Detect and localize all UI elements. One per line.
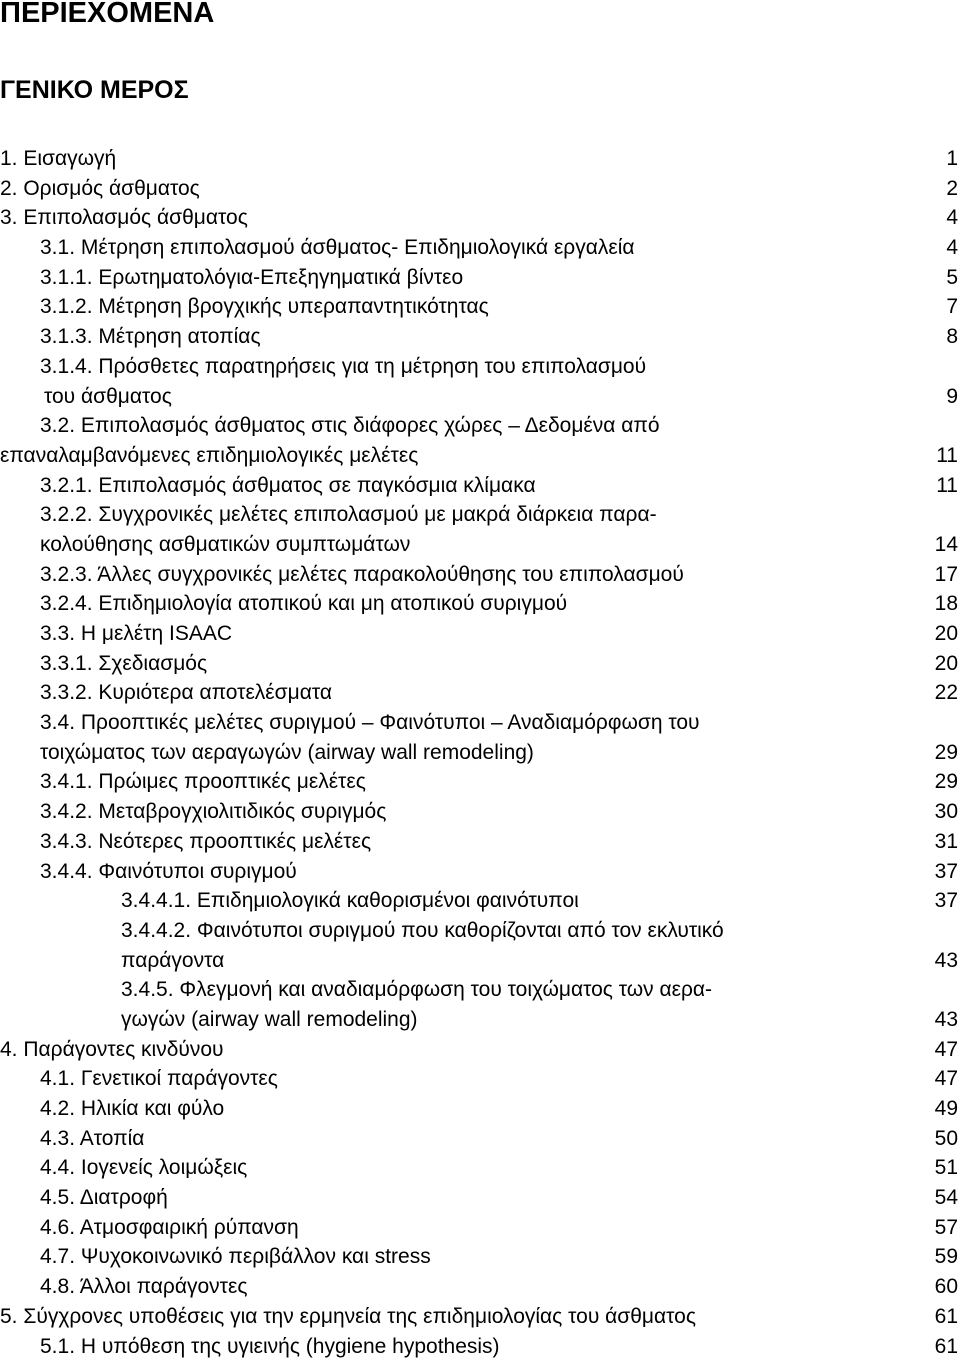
toc-entry xyxy=(0,886,960,916)
toc-page-number: 61 xyxy=(934,1334,958,1358)
toc-entry xyxy=(0,1064,960,1094)
toc-entry-title: 3.4.2. Μεταβρογχιολιτιδικός συριγμός xyxy=(40,800,387,824)
toc-entry-title: 3.4.4.1. Επιδημιολογικά καθορισμένοι φαινότυποι xyxy=(121,889,579,913)
toc-page-number: 2 xyxy=(946,176,958,200)
toc-entry xyxy=(0,441,960,471)
toc-entry xyxy=(0,738,960,768)
toc-page-number: 22 xyxy=(934,681,958,705)
toc-entry xyxy=(0,382,960,412)
toc-entry-title: 5. Σύγχρονες υποθέσεις για την ερμηνεία της επιδημιολογίας του άσθματος xyxy=(0,1304,696,1328)
toc-entry xyxy=(0,678,960,708)
toc-page-number: 7 xyxy=(946,295,958,319)
toc-page-number: 47 xyxy=(934,1037,958,1061)
toc-entry-title: 1. Εισαγωγή xyxy=(0,147,117,170)
toc-page-number: 20 xyxy=(934,651,958,675)
toc-entry xyxy=(0,233,960,263)
toc-page-number: 30 xyxy=(934,800,958,824)
toc-entry-title: 3.2.2. Συγχρονικές μελέτες επιπολασμού με μακρά διάρκεια παρα- xyxy=(40,503,657,527)
toc-entry xyxy=(0,1005,960,1035)
toc-entry-title: 3.1.3. Μέτρηση ατοπίας xyxy=(40,325,261,349)
page-title: ΠΕΡΙΕΧΟΜΕΝΑ xyxy=(0,0,215,29)
toc-page-number: 43 xyxy=(934,948,958,972)
toc-page-number: 4 xyxy=(946,206,958,230)
toc-entry xyxy=(0,916,960,946)
toc-entry-title: 4. Παράγοντες κινδύνου xyxy=(0,1037,224,1061)
toc-entry xyxy=(0,530,960,560)
toc-entry xyxy=(0,203,960,233)
toc-entry-title: 3.2.3. Άλλες συγχρονικές μελέτες παρακολούθησης του επιπολασμού xyxy=(40,562,684,586)
toc-entry-title: κολούθησης ασθματικών συμπτωμάτων xyxy=(40,532,411,556)
toc-entry-title: 4.3. Ατοπία xyxy=(40,1126,145,1150)
toc-entry xyxy=(0,1332,960,1362)
toc-entry xyxy=(0,827,960,857)
toc-page-number: 43 xyxy=(934,1007,958,1031)
toc-page-number: 47 xyxy=(934,1067,958,1091)
toc-entry-title: 3.4.5. Φλεγμονή και αναδιαμόρφωση του τοιχώματος των αερα- xyxy=(121,978,713,1002)
toc-entry-title: 3. Επιπολασμός άσθματος xyxy=(0,206,248,230)
toc-page-number: 1 xyxy=(946,147,958,170)
toc-entry-title: τοιχώματος των αεραγωγών (airway wall remodeling) xyxy=(40,740,534,764)
toc-entry xyxy=(0,767,960,797)
toc-entry-title: 3.4.4. Φαινότυποι συριγμού xyxy=(40,859,297,883)
toc-entry-title: 4.7. Ψυχοκοινωνικό περιβάλλον και stress xyxy=(40,1245,431,1269)
toc-page-number: 29 xyxy=(934,740,958,764)
toc-entry-title: 3.4.1. Πρώιμες προοπτικές μελέτες xyxy=(40,770,366,794)
toc-entry xyxy=(0,1302,960,1332)
toc-page-number: 31 xyxy=(934,829,958,853)
toc-entry xyxy=(0,263,960,293)
toc-page-number: 11 xyxy=(936,473,958,497)
toc-page-number: 17 xyxy=(934,562,958,586)
toc-entry-title: 3.1.1. Ερωτηματολόγια-Επεξηγηματικά βίντεο xyxy=(40,265,464,289)
toc-entry xyxy=(0,560,960,590)
toc-entry-title: παράγοντα xyxy=(121,948,225,972)
toc-entry-title: 3.4.4.2. Φαινότυποι συριγμού που καθορίζονται από τον εκλυτικό xyxy=(121,918,724,942)
toc-entry xyxy=(0,857,960,887)
toc-entry xyxy=(0,411,960,441)
toc-page-number: 4 xyxy=(946,236,958,260)
toc-entry xyxy=(0,797,960,827)
toc-page-number: 5 xyxy=(946,265,958,289)
toc-page-number: 60 xyxy=(934,1275,958,1299)
toc-entry-title: επαναλαμβανόμενες επιδημιολογικές μελέτες xyxy=(0,443,419,467)
toc-entry-title: 4.8. Άλλοι παράγοντες xyxy=(40,1275,248,1299)
toc-page-number: 61 xyxy=(934,1304,958,1328)
toc-entry xyxy=(0,1035,960,1065)
toc-entry-title: 4.6. Ατμοσφαιρική ρύπανση xyxy=(40,1215,299,1239)
toc-entry-title: γωγών (airway wall remodeling) xyxy=(121,1007,418,1031)
toc-entry xyxy=(0,1124,960,1154)
toc-entry xyxy=(0,1183,960,1213)
toc-page-number: 20 xyxy=(934,622,958,645)
toc-page-number: 54 xyxy=(934,1186,958,1210)
toc-entry xyxy=(0,144,960,174)
toc-entry xyxy=(0,975,960,1005)
toc-entry-title: του άσθματος xyxy=(44,384,172,408)
section-heading: ΓΕΝΙΚΟ ΜΕΡΟΣ xyxy=(0,76,189,104)
toc-entry-title: 3.3.1. Σχεδιασμός xyxy=(40,651,208,675)
toc-entry xyxy=(0,619,960,649)
toc-page-number: 8 xyxy=(946,325,958,349)
toc-page-number: 14 xyxy=(934,532,958,556)
toc-entry xyxy=(0,500,960,530)
toc-entry xyxy=(0,174,960,204)
toc-page-number: 11 xyxy=(936,443,958,467)
toc-page-number: 9 xyxy=(946,384,958,408)
toc-page-number: 57 xyxy=(934,1215,958,1239)
toc-entry-title: 3.4.3. Νεότερες προοπτικές μελέτες xyxy=(40,829,372,853)
toc-page-number: 59 xyxy=(934,1245,958,1269)
toc-entry-title: 4.5. Διατροφή xyxy=(40,1186,168,1210)
toc-entry-title: 3.1.4. Πρόσθετες παρατηρήσεις για τη μέτρηση του επιπολασμού xyxy=(40,354,647,378)
toc-entry xyxy=(0,1213,960,1243)
toc-entry-title: 3.1. Μέτρηση επιπολασμού άσθματος- Επιδημιολογικά εργαλεία xyxy=(40,236,635,260)
toc-entry-title: 5.1. Η υπόθεση της υγιεινής (hygiene hypothesis) xyxy=(40,1334,500,1358)
toc-entry-title: 3.1.2. Μέτρηση βρογχικής υπεραπαντητικότητας xyxy=(40,295,489,319)
toc-entry-title: 4.4. Ιογενείς λοιμώξεις xyxy=(40,1156,248,1180)
toc-entry xyxy=(0,471,960,501)
toc-entry xyxy=(0,708,960,738)
toc-entry xyxy=(0,589,960,619)
toc-entry xyxy=(0,352,960,382)
toc-entry-title: 2. Ορισμός άσθματος xyxy=(0,176,200,200)
toc-entry-title: 3.2.4. Επιδημιολογία ατοπικού και μη ατοπικού συριγμού xyxy=(40,592,568,616)
toc-entry-title: 3.2. Επιπολασμός άσθματος στις διάφορες χώρες – Δεδομένα από xyxy=(40,414,660,438)
toc-page-number: 29 xyxy=(934,770,958,794)
toc-page-number: 37 xyxy=(934,859,958,883)
toc-entry-title: 4.2. Ηλικία και φύλο xyxy=(40,1097,225,1120)
toc-entry-title: 3.3. Η μελέτη ISAAC xyxy=(40,622,233,645)
toc-page-number: 37 xyxy=(934,889,958,913)
toc-entry xyxy=(0,649,960,679)
toc-page-number: 18 xyxy=(934,592,958,616)
toc-entry xyxy=(0,1153,960,1183)
toc-entry xyxy=(0,1272,960,1302)
toc-entry xyxy=(0,292,960,322)
toc-page-number: 51 xyxy=(934,1156,958,1180)
toc-entry xyxy=(0,322,960,352)
toc-entry-title: 4.1. Γενετικοί παράγοντες xyxy=(40,1067,278,1091)
toc-entry-title: 3.4. Προοπτικές μελέτες συριγμού – Φαινότυποι – Αναδιαμόρφωση του xyxy=(40,711,700,735)
table-of-contents xyxy=(0,144,960,1361)
toc-entry-title: 3.3.2. Κυριότερα αποτελέσματα xyxy=(40,681,333,705)
toc-entry xyxy=(0,1094,960,1124)
toc-entry-title: 3.2.1. Επιπολασμός άσθματος σε παγκόσμια κλίμακα xyxy=(40,473,536,497)
toc-page-number: 49 xyxy=(934,1097,958,1120)
toc-entry xyxy=(0,946,960,976)
toc-page-number: 50 xyxy=(934,1126,958,1150)
toc-entry xyxy=(0,1242,960,1272)
